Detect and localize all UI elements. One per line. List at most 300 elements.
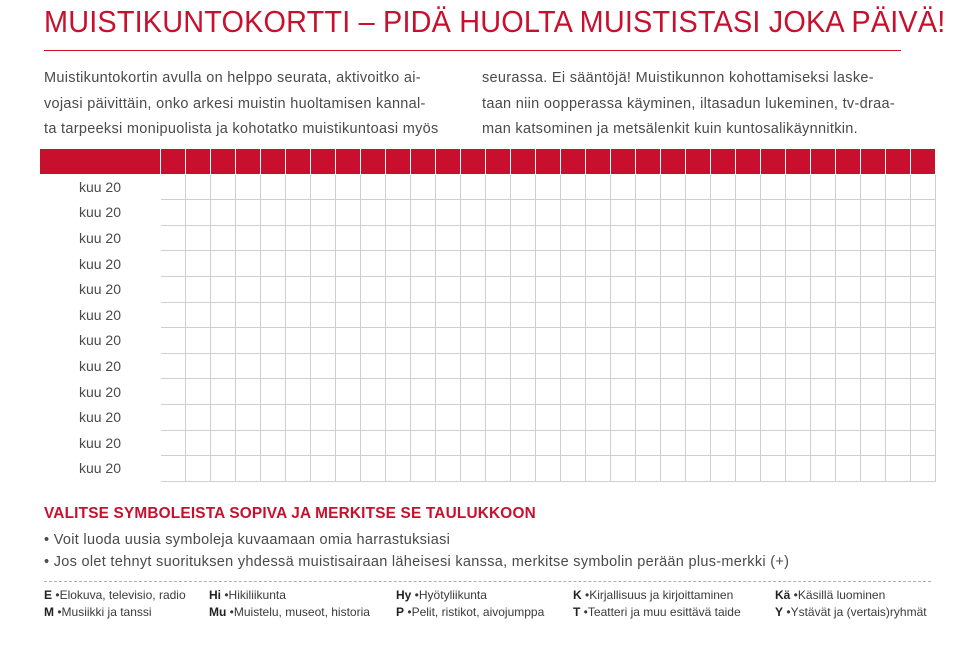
day-cell[interactable] xyxy=(611,225,636,251)
day-cell[interactable] xyxy=(861,225,886,251)
day-cell[interactable] xyxy=(486,302,511,328)
day-cell[interactable] xyxy=(586,302,611,328)
day-cell[interactable] xyxy=(686,174,711,200)
day-cell[interactable] xyxy=(611,456,636,482)
day-cell[interactable] xyxy=(811,353,836,379)
day-cell[interactable] xyxy=(286,302,311,328)
day-cell[interactable] xyxy=(761,302,786,328)
day-cell[interactable] xyxy=(886,379,911,405)
day-cell[interactable] xyxy=(261,251,286,277)
day-cell[interactable] xyxy=(411,200,436,226)
day-cell[interactable] xyxy=(411,353,436,379)
day-cell[interactable] xyxy=(186,456,211,482)
day-cell[interactable] xyxy=(236,328,261,354)
day-cell[interactable] xyxy=(361,379,386,405)
day-cell[interactable] xyxy=(711,276,736,302)
day-cell[interactable] xyxy=(836,200,861,226)
day-cell[interactable] xyxy=(436,225,461,251)
day-cell[interactable] xyxy=(386,276,411,302)
day-cell[interactable] xyxy=(636,353,661,379)
day-cell[interactable] xyxy=(386,456,411,482)
day-cell[interactable] xyxy=(286,353,311,379)
day-cell[interactable] xyxy=(261,456,286,482)
day-cell[interactable] xyxy=(661,302,686,328)
day-cell[interactable] xyxy=(561,456,586,482)
day-cell[interactable] xyxy=(286,200,311,226)
day-cell[interactable] xyxy=(761,200,786,226)
day-cell[interactable] xyxy=(586,328,611,354)
day-cell[interactable] xyxy=(586,353,611,379)
day-cell[interactable] xyxy=(786,353,811,379)
day-cell[interactable] xyxy=(811,225,836,251)
day-cell[interactable] xyxy=(611,302,636,328)
day-cell[interactable] xyxy=(836,225,861,251)
day-cell[interactable] xyxy=(636,276,661,302)
day-cell[interactable] xyxy=(186,251,211,277)
day-cell[interactable] xyxy=(211,225,236,251)
day-cell[interactable] xyxy=(311,251,336,277)
day-cell[interactable] xyxy=(461,353,486,379)
day-cell[interactable] xyxy=(436,404,461,430)
day-cell[interactable] xyxy=(161,430,186,456)
day-cell[interactable] xyxy=(636,251,661,277)
day-cell[interactable] xyxy=(311,379,336,405)
day-cell[interactable] xyxy=(461,251,486,277)
day-cell[interactable] xyxy=(511,456,536,482)
day-cell[interactable] xyxy=(486,174,511,200)
day-cell[interactable] xyxy=(536,174,561,200)
day-cell[interactable] xyxy=(661,174,686,200)
day-cell[interactable] xyxy=(586,174,611,200)
day-cell[interactable] xyxy=(511,251,536,277)
day-cell[interactable] xyxy=(536,251,561,277)
day-cell[interactable] xyxy=(486,225,511,251)
day-cell[interactable] xyxy=(861,174,886,200)
day-cell[interactable] xyxy=(461,302,486,328)
day-cell[interactable] xyxy=(161,302,186,328)
day-cell[interactable] xyxy=(386,430,411,456)
day-cell[interactable] xyxy=(561,174,586,200)
day-cell[interactable] xyxy=(211,174,236,200)
day-cell[interactable] xyxy=(886,328,911,354)
day-cell[interactable] xyxy=(236,174,261,200)
day-cell[interactable] xyxy=(461,225,486,251)
day-cell[interactable] xyxy=(436,379,461,405)
day-cell[interactable] xyxy=(536,379,561,405)
day-cell[interactable] xyxy=(861,456,886,482)
day-cell[interactable] xyxy=(461,328,486,354)
day-cell[interactable] xyxy=(611,379,636,405)
day-cell[interactable] xyxy=(661,404,686,430)
day-cell[interactable] xyxy=(161,200,186,226)
day-cell[interactable] xyxy=(386,174,411,200)
day-cell[interactable] xyxy=(636,456,661,482)
day-cell[interactable] xyxy=(886,276,911,302)
day-cell[interactable] xyxy=(561,328,586,354)
day-cell[interactable] xyxy=(361,276,386,302)
day-cell[interactable] xyxy=(886,174,911,200)
day-cell[interactable] xyxy=(761,328,786,354)
day-cell[interactable] xyxy=(561,225,586,251)
day-cell[interactable] xyxy=(611,276,636,302)
day-cell[interactable] xyxy=(286,456,311,482)
day-cell[interactable] xyxy=(686,404,711,430)
day-cell[interactable] xyxy=(761,404,786,430)
day-cell[interactable] xyxy=(661,353,686,379)
day-cell[interactable] xyxy=(811,379,836,405)
day-cell[interactable] xyxy=(861,302,886,328)
day-cell[interactable] xyxy=(311,328,336,354)
day-cell[interactable] xyxy=(836,251,861,277)
day-cell[interactable] xyxy=(761,225,786,251)
day-cell[interactable] xyxy=(761,353,786,379)
day-cell[interactable] xyxy=(711,456,736,482)
day-cell[interactable] xyxy=(686,353,711,379)
day-cell[interactable] xyxy=(161,456,186,482)
day-cell[interactable] xyxy=(361,200,386,226)
day-cell[interactable] xyxy=(261,302,286,328)
day-cell[interactable] xyxy=(786,430,811,456)
day-cell[interactable] xyxy=(786,174,811,200)
day-cell[interactable] xyxy=(761,430,786,456)
day-cell[interactable] xyxy=(461,276,486,302)
day-cell[interactable] xyxy=(386,225,411,251)
day-cell[interactable] xyxy=(361,328,386,354)
day-cell[interactable] xyxy=(261,328,286,354)
day-cell[interactable] xyxy=(736,251,761,277)
day-cell[interactable] xyxy=(711,379,736,405)
day-cell[interactable] xyxy=(211,251,236,277)
day-cell[interactable] xyxy=(211,302,236,328)
day-cell[interactable] xyxy=(561,302,586,328)
day-cell[interactable] xyxy=(686,430,711,456)
day-cell[interactable] xyxy=(161,225,186,251)
day-cell[interactable] xyxy=(811,302,836,328)
day-cell[interactable] xyxy=(636,302,661,328)
day-cell[interactable] xyxy=(636,379,661,405)
day-cell[interactable] xyxy=(386,251,411,277)
day-cell[interactable] xyxy=(911,353,936,379)
day-cell[interactable] xyxy=(511,430,536,456)
day-cell[interactable] xyxy=(536,456,561,482)
day-cell[interactable] xyxy=(336,328,361,354)
day-cell[interactable] xyxy=(236,430,261,456)
day-cell[interactable] xyxy=(661,251,686,277)
day-cell[interactable] xyxy=(911,200,936,226)
day-cell[interactable] xyxy=(211,328,236,354)
day-cell[interactable] xyxy=(336,456,361,482)
day-cell[interactable] xyxy=(211,353,236,379)
day-cell[interactable] xyxy=(361,302,386,328)
day-cell[interactable] xyxy=(186,225,211,251)
day-cell[interactable] xyxy=(736,353,761,379)
day-cell[interactable] xyxy=(361,456,386,482)
day-cell[interactable] xyxy=(586,456,611,482)
day-cell[interactable] xyxy=(186,302,211,328)
day-cell[interactable] xyxy=(886,251,911,277)
day-cell[interactable] xyxy=(611,328,636,354)
day-cell[interactable] xyxy=(861,430,886,456)
day-cell[interactable] xyxy=(261,174,286,200)
day-cell[interactable] xyxy=(511,379,536,405)
day-cell[interactable] xyxy=(536,225,561,251)
day-cell[interactable] xyxy=(611,251,636,277)
day-cell[interactable] xyxy=(636,328,661,354)
day-cell[interactable] xyxy=(886,302,911,328)
day-cell[interactable] xyxy=(336,379,361,405)
day-cell[interactable] xyxy=(586,251,611,277)
day-cell[interactable] xyxy=(236,404,261,430)
day-cell[interactable] xyxy=(911,379,936,405)
day-cell[interactable] xyxy=(511,200,536,226)
day-cell[interactable] xyxy=(461,430,486,456)
day-cell[interactable] xyxy=(411,302,436,328)
day-cell[interactable] xyxy=(186,174,211,200)
day-cell[interactable] xyxy=(286,276,311,302)
day-cell[interactable] xyxy=(161,328,186,354)
day-cell[interactable] xyxy=(536,276,561,302)
day-cell[interactable] xyxy=(736,404,761,430)
day-cell[interactable] xyxy=(786,379,811,405)
day-cell[interactable] xyxy=(286,379,311,405)
day-cell[interactable] xyxy=(336,430,361,456)
day-cell[interactable] xyxy=(611,174,636,200)
day-cell[interactable] xyxy=(836,328,861,354)
day-cell[interactable] xyxy=(186,430,211,456)
day-cell[interactable] xyxy=(436,174,461,200)
day-cell[interactable] xyxy=(411,174,436,200)
day-cell[interactable] xyxy=(861,404,886,430)
day-cell[interactable] xyxy=(911,302,936,328)
day-cell[interactable] xyxy=(436,276,461,302)
day-cell[interactable] xyxy=(486,328,511,354)
day-cell[interactable] xyxy=(886,456,911,482)
day-cell[interactable] xyxy=(911,174,936,200)
day-cell[interactable] xyxy=(211,200,236,226)
day-cell[interactable] xyxy=(486,456,511,482)
day-cell[interactable] xyxy=(161,353,186,379)
day-cell[interactable] xyxy=(361,353,386,379)
day-cell[interactable] xyxy=(861,276,886,302)
day-cell[interactable] xyxy=(811,251,836,277)
day-cell[interactable] xyxy=(636,430,661,456)
day-cell[interactable] xyxy=(836,276,861,302)
day-cell[interactable] xyxy=(786,276,811,302)
day-cell[interactable] xyxy=(361,251,386,277)
day-cell[interactable] xyxy=(886,404,911,430)
day-cell[interactable] xyxy=(786,225,811,251)
day-cell[interactable] xyxy=(711,430,736,456)
day-cell[interactable] xyxy=(561,404,586,430)
day-cell[interactable] xyxy=(561,379,586,405)
day-cell[interactable] xyxy=(911,251,936,277)
day-cell[interactable] xyxy=(311,404,336,430)
day-cell[interactable] xyxy=(761,276,786,302)
day-cell[interactable] xyxy=(661,328,686,354)
day-cell[interactable] xyxy=(861,379,886,405)
day-cell[interactable] xyxy=(786,456,811,482)
day-cell[interactable] xyxy=(636,225,661,251)
day-cell[interactable] xyxy=(586,225,611,251)
day-cell[interactable] xyxy=(561,276,586,302)
day-cell[interactable] xyxy=(511,225,536,251)
day-cell[interactable] xyxy=(261,225,286,251)
day-cell[interactable] xyxy=(411,328,436,354)
day-cell[interactable] xyxy=(686,328,711,354)
day-cell[interactable] xyxy=(211,379,236,405)
day-cell[interactable] xyxy=(611,353,636,379)
day-cell[interactable] xyxy=(261,353,286,379)
day-cell[interactable] xyxy=(286,225,311,251)
day-cell[interactable] xyxy=(761,251,786,277)
day-cell[interactable] xyxy=(886,200,911,226)
day-cell[interactable] xyxy=(236,456,261,482)
day-cell[interactable] xyxy=(236,251,261,277)
day-cell[interactable] xyxy=(711,200,736,226)
day-cell[interactable] xyxy=(911,404,936,430)
day-cell[interactable] xyxy=(286,328,311,354)
day-cell[interactable] xyxy=(261,276,286,302)
day-cell[interactable] xyxy=(836,174,861,200)
day-cell[interactable] xyxy=(586,200,611,226)
day-cell[interactable] xyxy=(336,404,361,430)
day-cell[interactable] xyxy=(711,251,736,277)
day-cell[interactable] xyxy=(311,302,336,328)
day-cell[interactable] xyxy=(486,379,511,405)
day-cell[interactable] xyxy=(886,225,911,251)
day-cell[interactable] xyxy=(161,276,186,302)
day-cell[interactable] xyxy=(186,379,211,405)
day-cell[interactable] xyxy=(711,174,736,200)
day-cell[interactable] xyxy=(211,276,236,302)
day-cell[interactable] xyxy=(461,200,486,226)
day-cell[interactable] xyxy=(361,404,386,430)
day-cell[interactable] xyxy=(886,430,911,456)
day-cell[interactable] xyxy=(536,302,561,328)
day-cell[interactable] xyxy=(811,328,836,354)
day-cell[interactable] xyxy=(436,328,461,354)
day-cell[interactable] xyxy=(486,251,511,277)
day-cell[interactable] xyxy=(811,200,836,226)
day-cell[interactable] xyxy=(411,225,436,251)
day-cell[interactable] xyxy=(461,456,486,482)
day-cell[interactable] xyxy=(436,353,461,379)
day-cell[interactable] xyxy=(511,276,536,302)
day-cell[interactable] xyxy=(686,251,711,277)
day-cell[interactable] xyxy=(236,200,261,226)
day-cell[interactable] xyxy=(661,456,686,482)
day-cell[interactable] xyxy=(611,200,636,226)
day-cell[interactable] xyxy=(261,379,286,405)
day-cell[interactable] xyxy=(486,353,511,379)
day-cell[interactable] xyxy=(411,251,436,277)
day-cell[interactable] xyxy=(586,430,611,456)
day-cell[interactable] xyxy=(211,430,236,456)
day-cell[interactable] xyxy=(411,379,436,405)
day-cell[interactable] xyxy=(686,225,711,251)
day-cell[interactable] xyxy=(686,302,711,328)
day-cell[interactable] xyxy=(536,404,561,430)
day-cell[interactable] xyxy=(336,276,361,302)
day-cell[interactable] xyxy=(286,404,311,430)
day-cell[interactable] xyxy=(211,456,236,482)
day-cell[interactable] xyxy=(661,225,686,251)
day-cell[interactable] xyxy=(861,251,886,277)
day-cell[interactable] xyxy=(236,276,261,302)
day-cell[interactable] xyxy=(286,251,311,277)
day-cell[interactable] xyxy=(586,379,611,405)
day-cell[interactable] xyxy=(486,276,511,302)
day-cell[interactable] xyxy=(686,276,711,302)
day-cell[interactable] xyxy=(786,328,811,354)
day-cell[interactable] xyxy=(686,200,711,226)
day-cell[interactable] xyxy=(411,276,436,302)
day-cell[interactable] xyxy=(761,379,786,405)
day-cell[interactable] xyxy=(486,404,511,430)
day-cell[interactable] xyxy=(311,430,336,456)
day-cell[interactable] xyxy=(411,456,436,482)
day-cell[interactable] xyxy=(336,174,361,200)
day-cell[interactable] xyxy=(861,328,886,354)
day-cell[interactable] xyxy=(486,430,511,456)
day-cell[interactable] xyxy=(336,251,361,277)
day-cell[interactable] xyxy=(736,225,761,251)
day-cell[interactable] xyxy=(536,353,561,379)
day-cell[interactable] xyxy=(536,328,561,354)
day-cell[interactable] xyxy=(186,328,211,354)
day-cell[interactable] xyxy=(461,379,486,405)
day-cell[interactable] xyxy=(186,276,211,302)
day-cell[interactable] xyxy=(611,430,636,456)
day-cell[interactable] xyxy=(261,200,286,226)
day-cell[interactable] xyxy=(336,200,361,226)
day-cell[interactable] xyxy=(561,430,586,456)
day-cell[interactable] xyxy=(186,353,211,379)
day-cell[interactable] xyxy=(311,200,336,226)
day-cell[interactable] xyxy=(336,225,361,251)
day-cell[interactable] xyxy=(711,225,736,251)
day-cell[interactable] xyxy=(786,251,811,277)
day-cell[interactable] xyxy=(911,328,936,354)
day-cell[interactable] xyxy=(711,328,736,354)
day-cell[interactable] xyxy=(836,302,861,328)
day-cell[interactable] xyxy=(311,353,336,379)
day-cell[interactable] xyxy=(511,353,536,379)
day-cell[interactable] xyxy=(161,379,186,405)
day-cell[interactable] xyxy=(286,174,311,200)
day-cell[interactable] xyxy=(161,174,186,200)
day-cell[interactable] xyxy=(686,379,711,405)
day-cell[interactable] xyxy=(586,404,611,430)
day-cell[interactable] xyxy=(711,302,736,328)
day-cell[interactable] xyxy=(636,200,661,226)
day-cell[interactable] xyxy=(411,430,436,456)
day-cell[interactable] xyxy=(236,225,261,251)
day-cell[interactable] xyxy=(361,174,386,200)
day-cell[interactable] xyxy=(311,276,336,302)
day-cell[interactable] xyxy=(836,379,861,405)
day-cell[interactable] xyxy=(361,225,386,251)
day-cell[interactable] xyxy=(911,456,936,482)
day-cell[interactable] xyxy=(361,430,386,456)
day-cell[interactable] xyxy=(811,456,836,482)
day-cell[interactable] xyxy=(436,456,461,482)
day-cell[interactable] xyxy=(836,404,861,430)
day-cell[interactable] xyxy=(511,174,536,200)
day-cell[interactable] xyxy=(836,456,861,482)
day-cell[interactable] xyxy=(711,353,736,379)
day-cell[interactable] xyxy=(586,276,611,302)
